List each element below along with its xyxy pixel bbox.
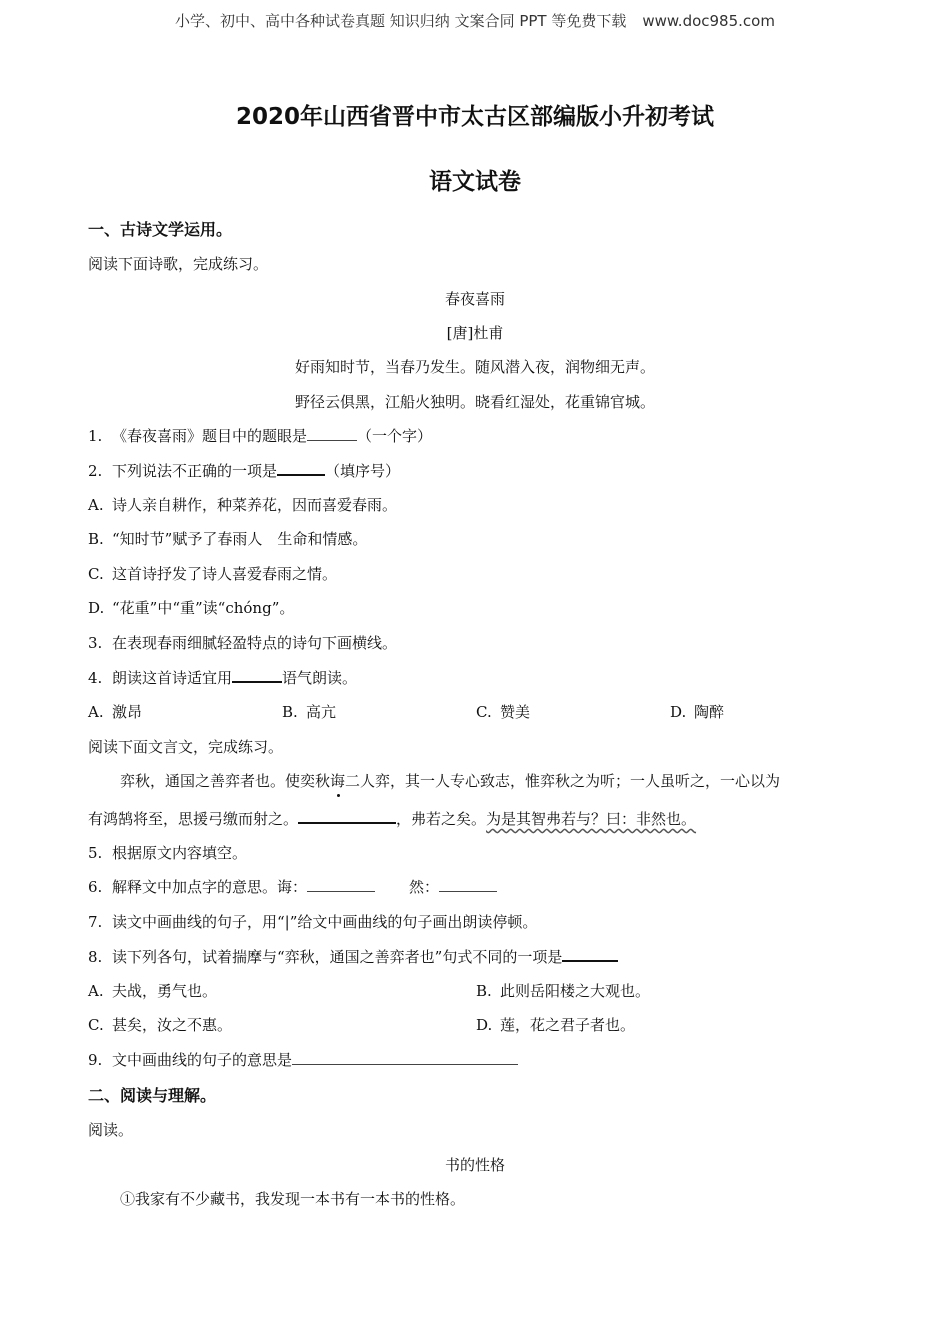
section1-heading: 一、古诗文学运用。 bbox=[88, 220, 233, 239]
site-header bbox=[0, 10, 950, 31]
question-4-option-d[interactable] bbox=[670, 702, 724, 722]
option-label: B. bbox=[476, 982, 492, 1000]
poem-author: [唐]杜甫 bbox=[446, 324, 504, 342]
question-2-option-b[interactable] bbox=[88, 529, 367, 549]
section2-heading: 二、阅读与理解。 bbox=[88, 1086, 217, 1105]
option-label: B. bbox=[282, 703, 298, 721]
option-text: 高亢 bbox=[306, 703, 337, 721]
question-5-text: 根据原文内容填空。 bbox=[112, 844, 248, 862]
option-label: D. bbox=[476, 1016, 493, 1034]
question-4 bbox=[88, 667, 357, 688]
question-1-suffix: （一个字） bbox=[357, 427, 433, 445]
option-label: D. bbox=[670, 703, 687, 721]
option-label: B. bbox=[88, 530, 104, 548]
question-9-blank[interactable] bbox=[292, 1050, 518, 1065]
option-text: “花重”中“重”读“chóng”。 bbox=[112, 599, 295, 617]
option-label: C. bbox=[88, 565, 104, 583]
passage-text: 有鸿鹄将至，思援弓缴而射之。 bbox=[88, 810, 299, 828]
question-8 bbox=[88, 946, 618, 967]
question-7-text: 读文中画曲线的句子，用“|”给文中画曲线的句子画出朗读停顿。 bbox=[112, 913, 538, 931]
section1-intro-2: 阅读下面文言文，完成练习。 bbox=[88, 738, 284, 756]
passage-line-1 bbox=[120, 771, 780, 791]
option-label: D. bbox=[88, 599, 105, 617]
question-4-option-c[interactable] bbox=[476, 702, 530, 722]
poem-title: 春夜喜雨 bbox=[444, 290, 505, 308]
question-4-number: 4. bbox=[88, 669, 103, 687]
question-4-text: 朗读这首诗适宜用 bbox=[112, 669, 233, 687]
question-6-text: 解释文中加点字的意思。诲： bbox=[112, 878, 308, 896]
question-2-text: 下列说法不正确的一项是 bbox=[112, 462, 278, 480]
section1-intro: 阅读下面诗歌，完成练习。 bbox=[88, 255, 269, 273]
question-4-option-a[interactable] bbox=[88, 702, 142, 722]
question-3-text: 在表现春雨细腻轻盈特点的诗句下画横线。 bbox=[112, 634, 398, 652]
option-text: “知时节”赋予了春雨人 生命和情感。 bbox=[112, 530, 368, 548]
question-4-blank[interactable] bbox=[232, 667, 282, 683]
option-text: 陶醉 bbox=[694, 703, 725, 721]
question-2-suffix: （填序号） bbox=[325, 462, 401, 480]
question-3-number: 3. bbox=[88, 634, 103, 652]
passage-line-2 bbox=[88, 808, 696, 829]
question-6 bbox=[88, 877, 497, 897]
question-2-number: 2. bbox=[88, 462, 103, 480]
question-3 bbox=[88, 633, 397, 653]
dotted-character: 诲 bbox=[330, 772, 346, 790]
exam-title: 2020年山西省晋中市太古区部编版小升初考试 bbox=[235, 104, 714, 130]
section2-intro: 阅读。 bbox=[88, 1121, 134, 1139]
question-9-number: 9. bbox=[88, 1051, 103, 1069]
question-2-option-c[interactable] bbox=[88, 564, 337, 584]
option-label: C. bbox=[476, 703, 492, 721]
option-label: A. bbox=[88, 982, 104, 1000]
question-6-number: 6. bbox=[88, 878, 103, 896]
question-2-blank[interactable] bbox=[277, 460, 325, 476]
option-label: A. bbox=[88, 496, 104, 514]
question-8-number: 8. bbox=[88, 948, 103, 966]
question-6-blank-1[interactable] bbox=[307, 877, 375, 892]
poem-line-1: 好雨知时节，当春乃发生。随风潜入夜，润物细无声。 bbox=[294, 358, 655, 376]
option-label: C. bbox=[88, 1016, 104, 1034]
question-8-option-d[interactable] bbox=[476, 1015, 635, 1035]
question-6-mid: 然： bbox=[409, 878, 440, 896]
question-1-blank[interactable] bbox=[307, 426, 357, 441]
question-1-number: 1. bbox=[88, 427, 103, 445]
option-label: A. bbox=[88, 703, 104, 721]
option-text: 诗人亲自耕作，种菜养花，因而喜爱春雨。 bbox=[112, 496, 398, 514]
option-text: 赞美 bbox=[500, 703, 531, 721]
passage-text: 二人弈，其一人专心致志，惟弈秋之为听；一人虽听之，一心以为 bbox=[345, 772, 781, 790]
option-text: 激昂 bbox=[112, 703, 143, 721]
option-text: 莲，花之君子者也。 bbox=[500, 1016, 636, 1034]
question-4-suffix: 语气朗读。 bbox=[282, 669, 358, 687]
passage-text: 弈秋，通国之善弈者也。使奕秋 bbox=[120, 772, 331, 790]
question-7 bbox=[88, 912, 537, 932]
question-8-text: 读下列各句，试着揣摩与“弈秋，通国之善弈者也”句式不同的一项是 bbox=[112, 948, 563, 966]
passage-blank[interactable] bbox=[298, 808, 396, 824]
passage-text: ，弗若之矣。 bbox=[396, 810, 487, 828]
option-text: 此则岳阳楼之大观也。 bbox=[500, 982, 651, 1000]
question-1-text: 《春夜喜雨》题目中的题眼是 bbox=[112, 427, 308, 445]
question-8-option-b[interactable] bbox=[476, 981, 650, 1001]
wavy-underlined-sentence: 为是其智弗若与？曰：非然也。 bbox=[486, 810, 697, 828]
question-1 bbox=[88, 426, 432, 446]
question-5 bbox=[88, 843, 247, 863]
question-2-option-d[interactable] bbox=[88, 598, 294, 618]
article-title: 书的性格 bbox=[444, 1156, 505, 1174]
question-4-option-b[interactable] bbox=[282, 702, 336, 722]
poem-line-2: 野径云俱黑，江船火独明。晓看红湿处，花重锦官城。 bbox=[294, 393, 655, 411]
option-text: 甚矣，汝之不惠。 bbox=[112, 1016, 233, 1034]
question-5-number: 5. bbox=[88, 844, 103, 862]
question-6-blank-2[interactable] bbox=[439, 877, 497, 892]
article-paragraph-1: ①我家有不少藏书，我发现一本书有一本书的性格。 bbox=[120, 1190, 466, 1208]
question-2 bbox=[88, 460, 400, 481]
option-text: 夫战，勇气也。 bbox=[112, 982, 218, 1000]
question-8-option-a[interactable] bbox=[88, 981, 217, 1001]
question-9 bbox=[88, 1050, 518, 1070]
header-text: 小学、初中、高中各种试卷真题 知识归纳 文案合同 PPT 等免费下载 bbox=[175, 12, 627, 30]
question-2-option-a[interactable] bbox=[88, 495, 397, 515]
question-8-blank[interactable] bbox=[562, 946, 618, 962]
question-8-option-c[interactable] bbox=[88, 1015, 232, 1035]
exam-subtitle: 语文试卷 bbox=[429, 169, 521, 195]
header-url[interactable]: www.doc985.com bbox=[642, 12, 775, 30]
option-text: 这首诗抒发了诗人喜爱春雨之情。 bbox=[112, 565, 338, 583]
question-9-text: 文中画曲线的句子的意思是 bbox=[112, 1051, 293, 1069]
question-7-number: 7. bbox=[88, 913, 103, 931]
